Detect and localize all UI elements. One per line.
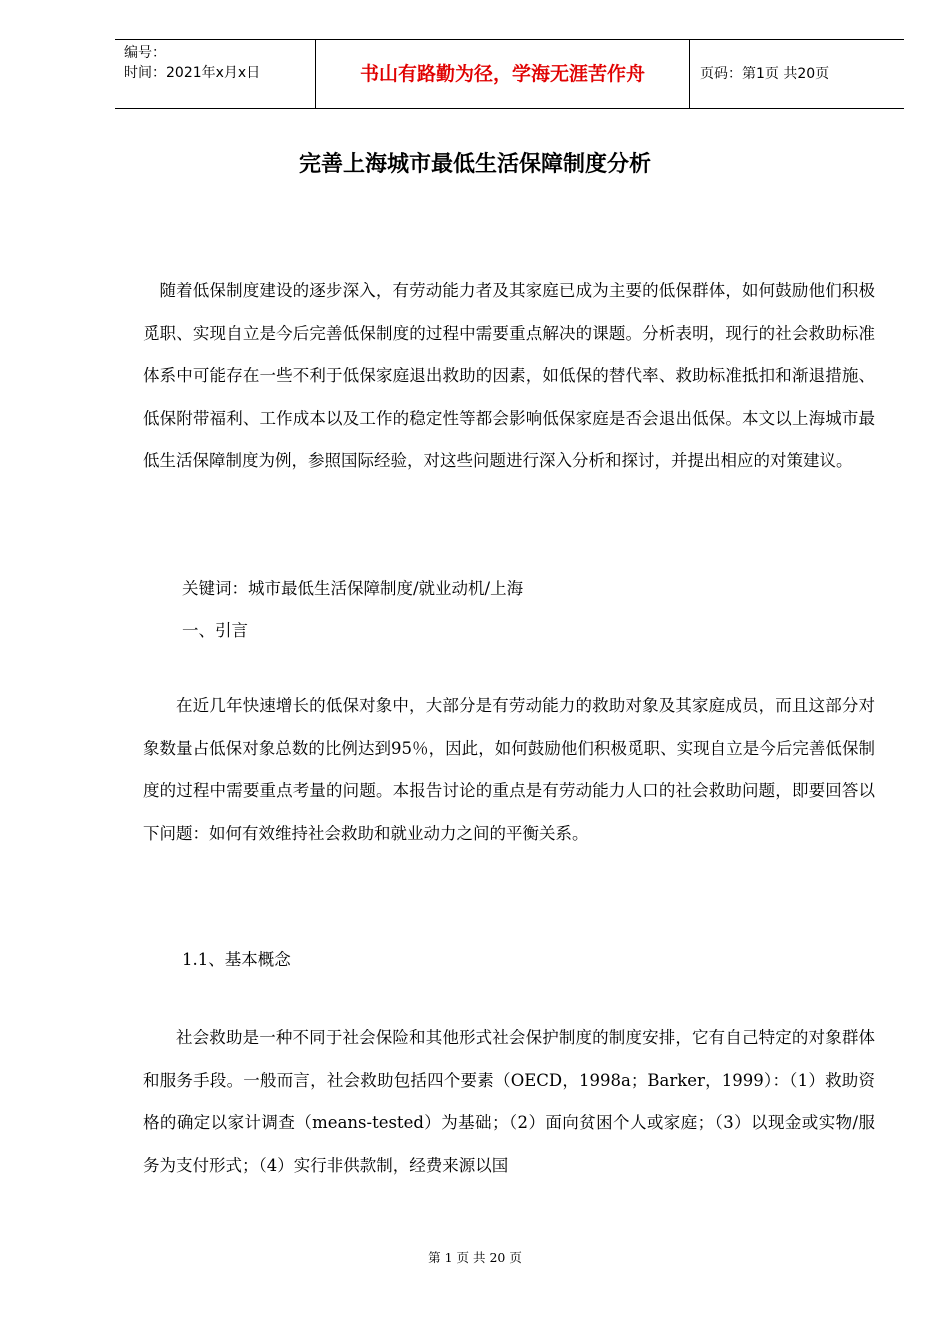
serial-label: 编号： [124,45,166,61]
abstract-paragraph: 随着低保制度建设的逐步深入，有劳动能力者及其家庭已成为主要的低保群体，如何鼓励他们积极觅职、实现自立是今后完善低保制度的过程中需要重点解决的课题。分析表明，现行的社会救助标准体系中可能存在一些不利于低保家庭退出救助的因素，如低保的替代率、救助标准抵扣和渐退措施、低保附带福利、工作成本以及工作的稳定性等都会影响低保家庭是否会退出低保。本文以上海城市最低生活保障制度为例，参照国际经验，对这些问题进行深入分析和探讨，并提出相应的对策建议。 [143,281,875,471]
intro-paragraph: 在近几年快速增长的低保对象中，大部分是有劳动能力的救助对象及其家庭成员，而且这部分对象数量占低保对象总数的比例达到95％，因此，如何鼓励他们积极觅职、实现自立是今后完善低保制度的过程中需要重点考量的问题。本报告讨论的重点是有劳动能力人口的社会救助问题，即要回答以下问题：如何有效维持社会救助和就业动力之间的平衡关系。 [143,696,875,843]
header-motto: 书山有路勤为径，学海无涯苦作舟 [316,40,690,108]
concept-paragraph: 社会救助是一种不同于社会保险和其他形式社会保护制度的制度安排，它有自己特定的对象群体和服务手段。一般而言，社会救助包括四个要素（OECD，1998a；Barker，1999）：（1）救助资格的确定以家计调查（means-tested）为基础；（2）面向贫困个人或家庭；（3）以现金或实物/服务为支付形式；（4）实行非供款制，经费来源以国 [143,1028,875,1175]
page-header [115,39,904,109]
section-heading: 一、引言 [182,621,248,640]
document-title: 完善上海城市最低生活保障制度分析 [298,152,651,177]
time-label: 时间：2021年x月x日 [124,65,261,81]
header-meta [115,40,316,108]
subsection-heading: 1.1、基本概念 [182,950,291,969]
page-footer: 第 1 页 共 20 页 [428,1250,522,1265]
keywords-line: 关键词：城市最低生活保障制度/就业动机/上海 [182,579,524,598]
header-page-info: 页码：第1页 共20页 [700,66,830,82]
